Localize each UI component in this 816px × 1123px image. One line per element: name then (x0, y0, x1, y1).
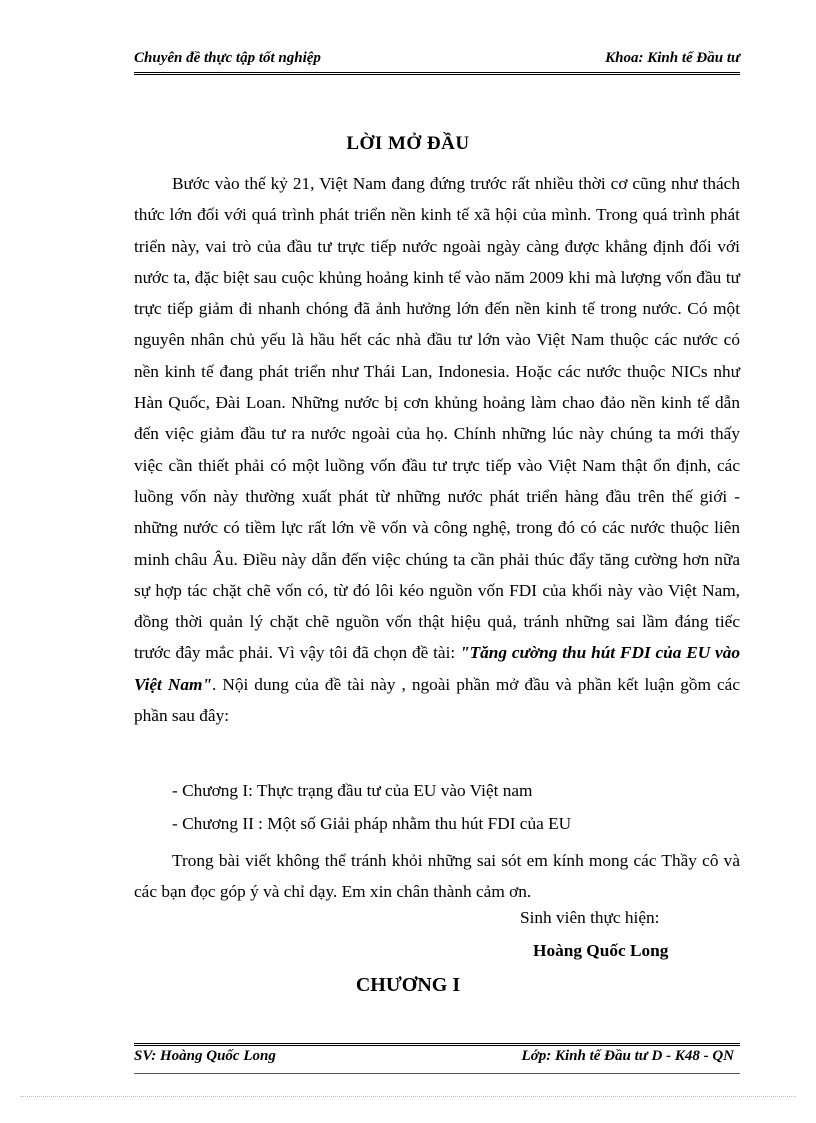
footer-student: SV: Hoàng Quốc Long (134, 1048, 276, 1064)
chapter-item-1: - Chương I: Thực trạng đầu tư của EU vào Việt nam (172, 781, 533, 800)
header-faculty: Khoa: Kinh tế Đầu tư (605, 50, 740, 66)
thesis-topic: "Tăng cường thu hút FDI của EU vào Việt Nam" (134, 643, 741, 694)
chapter-heading: CHƯƠNG I (355, 974, 461, 996)
footer-class: Lớp: Kinh tế Đầu tư D - K48 - QN (521, 1048, 734, 1064)
page-header (134, 50, 740, 72)
intro-paragraph (134, 168, 740, 731)
page-edge (20, 1096, 796, 1097)
page-footer (134, 1048, 734, 1070)
footer-divider (134, 1043, 740, 1046)
signer-name: Hoàng Quốc Long (533, 941, 669, 960)
section-title: LỜI MỞ ĐẦU (346, 133, 470, 154)
footer-underline (134, 1073, 740, 1074)
intro-text-after: . Nội dung của đề tài này , ngoài phần mở đầu và phần kết luận gồm các phần sau đây: (134, 674, 741, 726)
closing-paragraph: Trong bài viết không thể tránh khỏi những sai sót em kính mong các Thầy cô và các bạn đọc góp ý và chỉ dạy. Em xin chân thành cảm ơn. (134, 851, 740, 902)
chapter-item-2: - Chương II : Một số Giải pháp nhằm thu hút FDI của EU (172, 814, 572, 833)
header-document-type: Chuyên đề thực tập tốt nghiệp (134, 50, 321, 66)
intro-section (134, 168, 740, 731)
header-divider (134, 72, 740, 75)
intro-text-before: Bước vào thế kỷ 21, Việt Nam đang đứng trước rất nhiều thời cơ cũng như thách thức lớn đối với quá trình phát triển nền kinh tế xã hội của mình. Trong quá trình phát triển này, vai trò của đầu tư trực tiếp nước ngoài ngày càng được khẳng định đối với nước ta, đặc biệt sau cuộc khủng hoảng kinh tế vào năm 2009 khi mà lượng vốn đầu tư trực tiếp giảm đi nhanh chóng đã ảnh hưởng lớn đến nền kinh tế trong nước. Có một nguyên nhân chủ yếu là hầu hết các nhà đầu tư lớn vào Việt Nam thuộc các nước có nền kinh tế đang phát triển như Thái Lan, Indonesia. Hoặc các nước thuộc NICs như Hàn Quốc, Đài Loan. Những nước bị cơn khủng hoảng làm chao đảo nền kinh tế dẫn đến việc giảm đầu tư ra nước ngoài của họ. Chính những lúc này chúng ta mới thấy việc cần thiết phải có một luồng vốn đầu tư trực tiếp vào Việt Nam thật ổn định, các luồng vốn này thường xuất phát từ những nước phát triển hàng đầu trên thế giới - những nước có tiềm lực rất lớn về vốn và công nghệ, trong đó có các nước thuộc liên minh châu Âu. Điều này dẫn đến việc chúng ta cần phải thúc đẩy tăng cường hơn nữa sự hợp tác chặt chẽ vốn có, từ đó lôi kéo nguồn vốn FDI của khối này vào Việt Nam, đồng thời quản lý chặt chẽ nguồn vốn thật hiệu quả, tránh những sai lầm đáng tiếc trước đây mắc phải. Vì vậy tôi đã chọn đề tài: (134, 174, 740, 663)
signer-role: Sinh viên thực hiện: (520, 908, 660, 927)
